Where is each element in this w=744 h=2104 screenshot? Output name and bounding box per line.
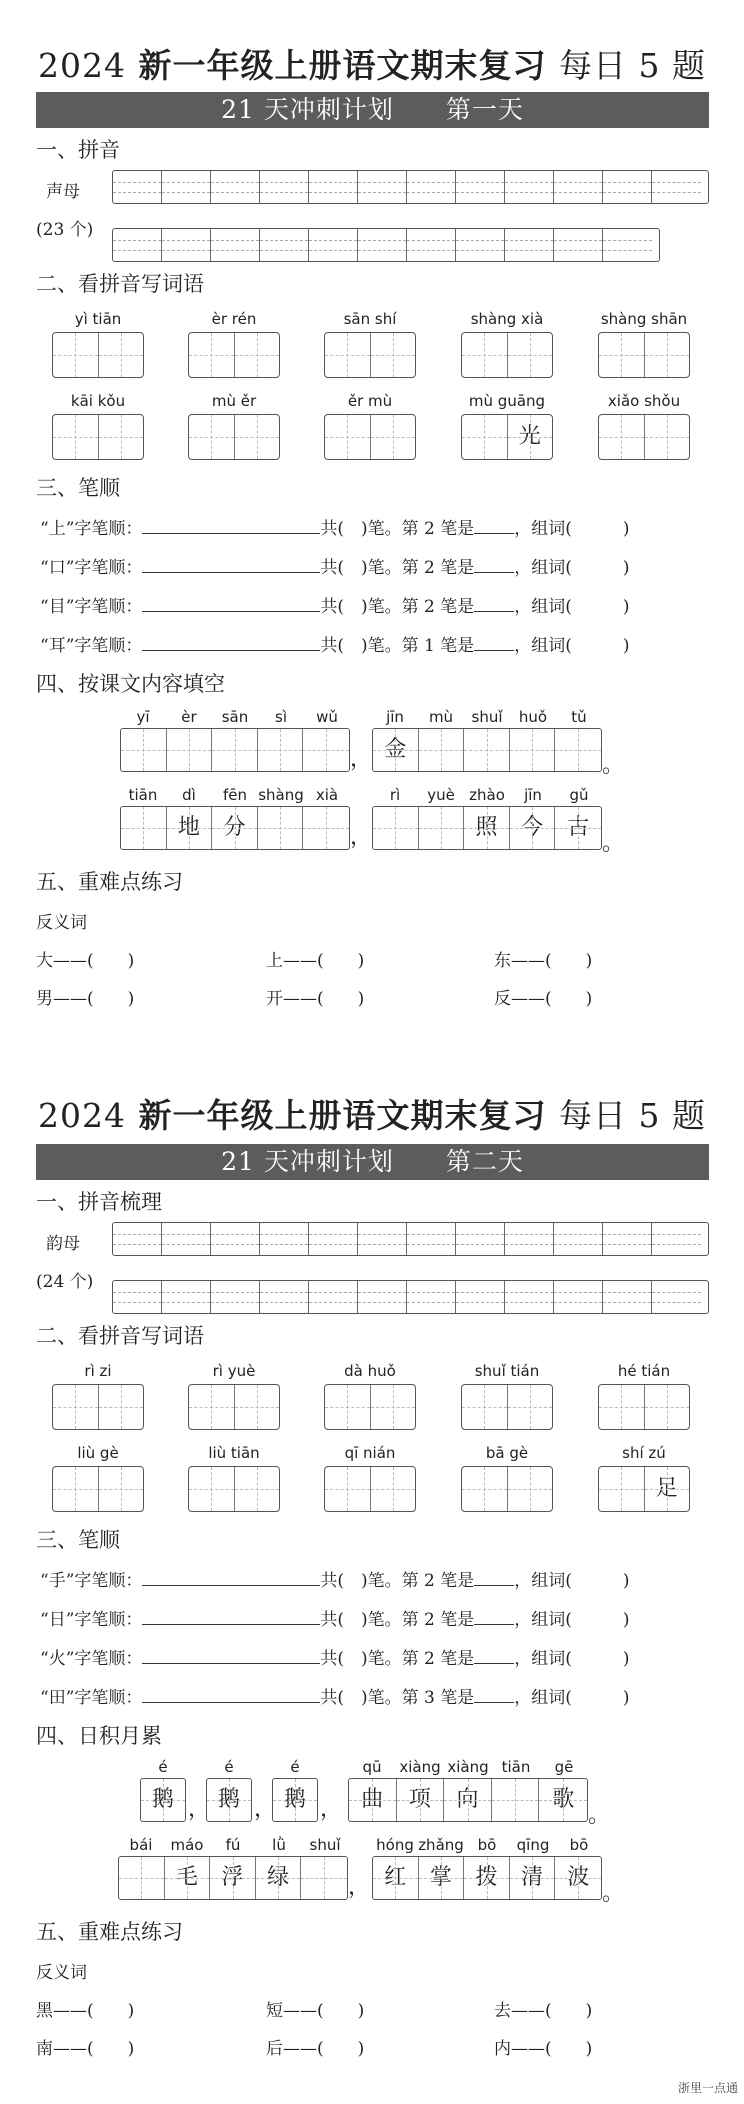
fill-group: bái máo fú lǜ shuǐ 毛 浮 绿 [118, 1836, 348, 1900]
word-grid[interactable] [188, 1466, 280, 1512]
fill-grid[interactable]: 红 掌 拨 清 波 [372, 1856, 602, 1900]
full-stop: 。 [602, 753, 625, 778]
word-pinyin: shí zú [622, 1444, 666, 1462]
stroke-blank[interactable] [474, 1647, 514, 1664]
antonym-item[interactable]: 反——( ) [494, 989, 593, 1009]
stroke-blank[interactable] [142, 1686, 320, 1703]
stroke-blank[interactable] [474, 1608, 514, 1625]
comma: ， [350, 747, 373, 772]
word-item [52, 310, 144, 378]
stroke-blank[interactable] [142, 556, 320, 573]
word-grid[interactable] [598, 1384, 690, 1430]
antonym-item[interactable]: 大——( ) [36, 951, 135, 971]
fill-group: yī èr sān sì wǔ [120, 708, 350, 772]
fill-group: jīn mù shuǐ huǒ tǔ 金 [372, 708, 602, 772]
comma: ， [348, 1875, 371, 1900]
fill-grid[interactable]: 地 分 [120, 806, 350, 850]
fill-group: qū xiàng xiàng tiān gē 曲 项 向 歌 [348, 1758, 588, 1822]
word-item [324, 1362, 416, 1430]
stroke-row: “手”字笔顺： 共( )笔。第 2 笔是 ，组词( ) [40, 1571, 630, 1591]
fill-grid[interactable]: 毛 浮 绿 [118, 1856, 348, 1900]
title-main: 新一年级上册语文期末复习 [138, 1096, 547, 1135]
fill-group: rì yuè zhào jīn gǔ 照 今 古 [372, 786, 602, 850]
plan-banner: 21 天冲刺计划 第一天 [36, 92, 709, 128]
word-item [598, 310, 690, 378]
word-item [188, 392, 280, 460]
word-item [52, 1444, 144, 1512]
day-1-sheet [0, 0, 744, 1050]
word-grid[interactable] [52, 1466, 144, 1512]
word-item [188, 1444, 280, 1512]
comma: ， [254, 1797, 277, 1822]
stroke-blank[interactable] [474, 634, 514, 651]
word-grid[interactable] [598, 332, 690, 378]
word-grid[interactable] [52, 332, 144, 378]
title-year: 2024 [38, 1096, 126, 1135]
word-item [461, 1444, 553, 1512]
fill-group: é 鹅 [206, 1758, 252, 1822]
word-pinyin: rì zi [84, 1362, 112, 1380]
word-item [324, 1444, 416, 1512]
stroke-row: “上”字笔顺： 共( )笔。第 2 笔是 ，组词( ) [40, 519, 630, 539]
antonym-item[interactable]: 南——( ) [36, 2039, 135, 2059]
word-pinyin: hé tián [617, 1362, 671, 1380]
section-1-heading: 一、拼音 [36, 138, 120, 162]
word-item [52, 1362, 144, 1430]
antonym-item[interactable]: 短——( ) [266, 2001, 365, 2021]
word-pinyin: shàng xià [470, 310, 544, 328]
word-grid[interactable] [461, 332, 553, 378]
antonym-label: 反义词 [36, 1963, 87, 1983]
stroke-blank[interactable] [142, 1569, 320, 1586]
fill-grid[interactable] [120, 728, 350, 772]
word-pinyin: shàng shān [600, 310, 688, 328]
stroke-blank[interactable] [474, 595, 514, 612]
fill-grid[interactable]: 鹅 [272, 1778, 318, 1822]
antonym-label: 反义词 [36, 913, 87, 933]
word-item [324, 310, 416, 378]
pinyin-count: (23 个) [36, 220, 94, 240]
antonym-item[interactable]: 男——( ) [36, 989, 135, 1009]
word-pinyin: liù gè [77, 1444, 119, 1462]
pinyin-label: 声母 [46, 182, 80, 202]
section-4-heading: 四、按课文内容填空 [36, 672, 225, 696]
fill-grid[interactable]: 金 [372, 728, 602, 772]
word-pinyin: xiǎo shǒu [607, 392, 681, 410]
word-pinyin: dà huǒ [344, 1362, 396, 1380]
pinyin-grid-1[interactable] [112, 170, 709, 204]
page-title [0, 40, 744, 87]
full-stop: 。 [602, 1881, 625, 1906]
fill-grid[interactable]: 鹅 [140, 1778, 186, 1822]
section-1-heading: 一、拼音梳理 [36, 1190, 162, 1214]
pinyin-count: (24 个) [36, 1272, 94, 1292]
section-4-heading: 四、日积月累 [36, 1724, 162, 1748]
comma: ， [188, 1797, 211, 1822]
stroke-row: “田”字笔顺： 共( )笔。第 3 笔是 ，组词( ) [40, 1688, 630, 1708]
antonym-item[interactable]: 黑——( ) [36, 2001, 135, 2021]
word-pinyin: liù tiān [208, 1444, 260, 1462]
stroke-row: “耳”字笔顺： 共( )笔。第 1 笔是 ，组词( ) [40, 636, 630, 656]
stroke-row: “口”字笔顺： 共( )笔。第 2 笔是 ，组词( ) [40, 558, 630, 578]
antonym-item[interactable]: 后——( ) [266, 2039, 365, 2059]
watermark: 浙里一点通 [677, 2081, 738, 2095]
plan-banner: 21 天冲刺计划 第二天 [36, 1144, 709, 1180]
word-item [188, 310, 280, 378]
word-item [461, 310, 553, 378]
word-grid[interactable] [324, 1384, 416, 1430]
word-pinyin: ěr mù [347, 392, 393, 410]
full-stop: 。 [602, 831, 625, 856]
fill-grid[interactable]: 照 今 古 [372, 806, 602, 850]
word-grid[interactable] [324, 414, 416, 460]
word-grid[interactable] [188, 414, 280, 460]
fill-group: hóng zhǎng bō qīng bō 红 掌 拨 清 波 [372, 1836, 602, 1900]
fill-group: é 鹅 [272, 1758, 318, 1822]
word-pinyin: mù guāng [468, 392, 546, 410]
title-main: 新一年级上册语文期末复习 [138, 46, 547, 85]
word-pinyin: rì yuè [212, 1362, 256, 1380]
word-grid[interactable] [461, 1384, 553, 1430]
stroke-blank[interactable] [474, 1686, 514, 1703]
antonym-item[interactable]: 上——( ) [266, 951, 365, 971]
stroke-blank[interactable] [474, 556, 514, 573]
stroke-blank[interactable] [474, 517, 514, 534]
antonym-item[interactable]: 内——( ) [494, 2039, 593, 2059]
stroke-blank[interactable] [474, 1569, 514, 1586]
comma: ， [320, 1797, 343, 1822]
full-stop: 。 [588, 1803, 611, 1828]
word-item [461, 1362, 553, 1430]
stroke-row: “目”字笔顺： 共( )笔。第 2 笔是 ，组词( ) [40, 597, 630, 617]
word-item [598, 392, 690, 460]
title-tail: 每日 5 题 [559, 1096, 706, 1135]
section-5-heading: 五、重难点练习 [36, 870, 183, 894]
word-grid[interactable]: 光 [461, 414, 553, 460]
fill-group: tiān dì fēn shàng xià 地 分 [120, 786, 350, 850]
stroke-blank[interactable] [142, 595, 320, 612]
word-grid[interactable] [52, 1384, 144, 1430]
word-grid[interactable] [461, 1466, 553, 1512]
comma: ， [350, 825, 373, 850]
word-item [461, 392, 553, 460]
page-title [0, 1090, 744, 1137]
word-pinyin: qī nián [344, 1444, 396, 1462]
antonym-item[interactable]: 东——( ) [494, 951, 593, 971]
word-pinyin: yì tiān [74, 310, 122, 328]
pinyin-grid-1[interactable] [112, 1222, 709, 1256]
word-pinyin: èr rén [211, 310, 257, 328]
word-grid[interactable] [188, 1384, 280, 1430]
stroke-blank[interactable] [142, 517, 320, 534]
word-grid[interactable] [188, 332, 280, 378]
stroke-row: “火”字笔顺： 共( )笔。第 2 笔是 ，组词( ) [40, 1649, 630, 1669]
word-grid[interactable]: 足 [598, 1466, 690, 1512]
word-pinyin: kāi kǒu [70, 392, 126, 410]
word-pinyin: shuǐ tián [474, 1362, 540, 1380]
stroke-blank[interactable] [142, 1608, 320, 1625]
antonym-item[interactable]: 开——( ) [266, 989, 365, 1009]
fill-group: é 鹅 [140, 1758, 186, 1822]
word-grid[interactable] [324, 1466, 416, 1512]
word-pinyin: sān shí [343, 310, 397, 328]
word-item [598, 1362, 690, 1430]
word-item [52, 392, 144, 460]
pinyin-grid-2[interactable] [112, 228, 660, 262]
pinyin-grid-2[interactable] [112, 1280, 709, 1314]
word-pinyin: bā gè [485, 1444, 529, 1462]
word-grid[interactable] [324, 332, 416, 378]
word-item [598, 1444, 690, 1512]
stroke-blank[interactable] [142, 634, 320, 651]
title-year: 2024 [38, 46, 126, 85]
word-pinyin: mù ěr [211, 392, 257, 410]
section-2-heading: 二、看拼音写词语 [36, 1324, 204, 1348]
stroke-blank[interactable] [142, 1647, 320, 1664]
pinyin-label: 韵母 [46, 1234, 80, 1254]
section-2-heading: 二、看拼音写词语 [36, 272, 204, 296]
fill-grid[interactable]: 曲 项 向 歌 [348, 1778, 588, 1822]
section-3-heading: 三、笔顺 [36, 1528, 120, 1552]
word-item [324, 392, 416, 460]
section-5-heading: 五、重难点练习 [36, 1920, 183, 1944]
fill-grid[interactable]: 鹅 [206, 1778, 252, 1822]
antonym-item[interactable]: 去——( ) [494, 2001, 593, 2021]
stroke-row: “日”字笔顺： 共( )笔。第 2 笔是 ，组词( ) [40, 1610, 630, 1630]
word-grid[interactable] [598, 414, 690, 460]
word-grid[interactable] [52, 414, 144, 460]
word-item [188, 1362, 280, 1430]
title-tail: 每日 5 题 [559, 46, 706, 85]
day-2-sheet [0, 1052, 744, 2102]
section-3-heading: 三、笔顺 [36, 476, 120, 500]
